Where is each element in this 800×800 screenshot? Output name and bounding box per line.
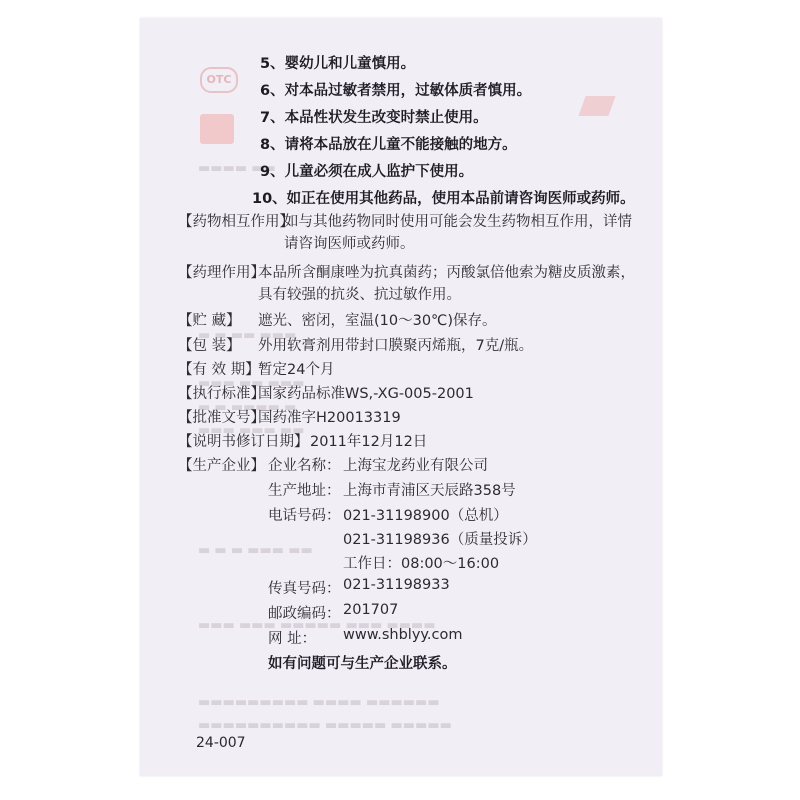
logo-bleedthrough [578, 96, 615, 116]
precaution-item: 9、儿童必须在成人监护下使用。 [260, 164, 474, 180]
package-text: 外用软膏剂用带封口膜聚丙烯瓶，7克/瓶。 [258, 338, 534, 354]
phone-quality: 021-31198936（质量投诉） [343, 532, 537, 548]
drug-interaction-text: 如与其他药物同时使用可能会发生药物相互作用，详情 [284, 214, 632, 230]
section-label-package: 【包 装】 [178, 338, 241, 354]
pharmacology-text: 具有较强的抗炎、抗过敏作用。 [258, 287, 461, 303]
bleedthrough-row: ▬▬▬▬ ▬▬ [198, 161, 276, 176]
bleedthrough-row: ▬▬▬ ▬▬▬ ▬▬▬▬▬ ▬▬▬ ▬▬▬▬ [198, 618, 436, 633]
working-hours: 工作日：08:00～16:00 [343, 556, 500, 572]
pharmacology-text: 本品所含酮康唑为抗真菌药；丙酸氯倍他索为糖皮质激素， [258, 265, 635, 281]
section-label-revision-date: 【说明书修订日期】 [178, 434, 309, 450]
section-label-drug-interaction: 【药物相互作用】 [178, 214, 294, 230]
bleedthrough-row: ▬ ▬ ▬▬ ▬▬▬ [198, 328, 297, 343]
drug-interaction-text: 请咨询医师或药师。 [284, 236, 415, 252]
precaution-item: 6、对本品过敏者禁用，过敏体质者慎用。 [260, 83, 532, 99]
manufacturer-address-label: 生产地址： [268, 483, 341, 499]
bleedthrough-row: ▬▬▬ ▬▬▬ ▬▬ [198, 423, 305, 438]
bleedthrough-row: ▬▬▬ ▬▬ ▬▬▬ [198, 376, 305, 391]
contact-note: 如有问题可与生产企业联系。 [268, 656, 457, 672]
section-label-approval: 【批准文号】 [178, 410, 265, 426]
phone-main: 021-31198900（总机） [343, 508, 508, 524]
phone-label: 电话号码： [268, 508, 341, 524]
website-url: www.shblyy.com [343, 627, 463, 643]
standard-text: 国家药品标准WS,-XG-005-2001 [258, 386, 474, 402]
red-mark-bleedthrough [200, 114, 234, 144]
precaution-item: 7、本品性状发生改变时禁止使用。 [260, 110, 488, 126]
manufacturer-name-label: 企业名称： [268, 458, 341, 474]
section-label-pharmacology: 【药理作用】 [178, 265, 265, 281]
section-label-storage: 【贮 藏】 [178, 313, 241, 329]
bleedthrough-row: ▬ ▬ ▬▬▬▬ ▬ [198, 400, 297, 415]
precaution-item: 10、如正在使用其他药品，使用本品前请咨询医师或药师。 [252, 191, 635, 207]
approval-number: 国药准字H20013319 [258, 410, 401, 426]
precaution-item: 5、婴幼儿和儿童慎用。 [260, 56, 416, 72]
revision-date-text: 2011年12月12日 [310, 434, 428, 450]
postcode-label: 邮政编码： [268, 606, 341, 622]
print-code: 24-007 [196, 735, 246, 751]
postcode: 201707 [343, 602, 399, 618]
fax-number: 021-31198933 [343, 577, 450, 593]
otc-badge-bleedthrough: OTC [200, 67, 238, 93]
precaution-item: 8、请将本品放在儿童不能接触的地方。 [260, 137, 517, 153]
bleedthrough-row: ▬ ▬ ▬ ▬▬▬ ▬▬ [198, 543, 313, 558]
manufacturer-address: 上海市青浦区天辰路358号 [343, 483, 516, 499]
bleedthrough-row: ▬▬▬▬▬▬▬▬▬ ▬▬▬▬ ▬▬▬▬▬▬ [198, 695, 440, 710]
section-label-standard: 【执行标准】 [178, 386, 265, 402]
section-label-validity: 【有 效 期】 [178, 362, 260, 378]
package-insert-sheet [140, 18, 662, 776]
fax-label: 传真号码： [268, 581, 341, 597]
bleedthrough-row: ▬▬▬▬▬▬▬▬▬▬ ▬▬▬▬▬ ▬▬▬▬▬ [198, 718, 452, 733]
manufacturer-name: 上海宝龙药业有限公司 [343, 458, 488, 474]
validity-text: 暂定24个月 [258, 362, 335, 378]
storage-text: 遮光、密闭，室温(10～30℃)保存。 [258, 313, 497, 329]
website-label: 网 址： [268, 631, 317, 647]
section-label-manufacturer: 【生产企业】 [178, 458, 265, 474]
